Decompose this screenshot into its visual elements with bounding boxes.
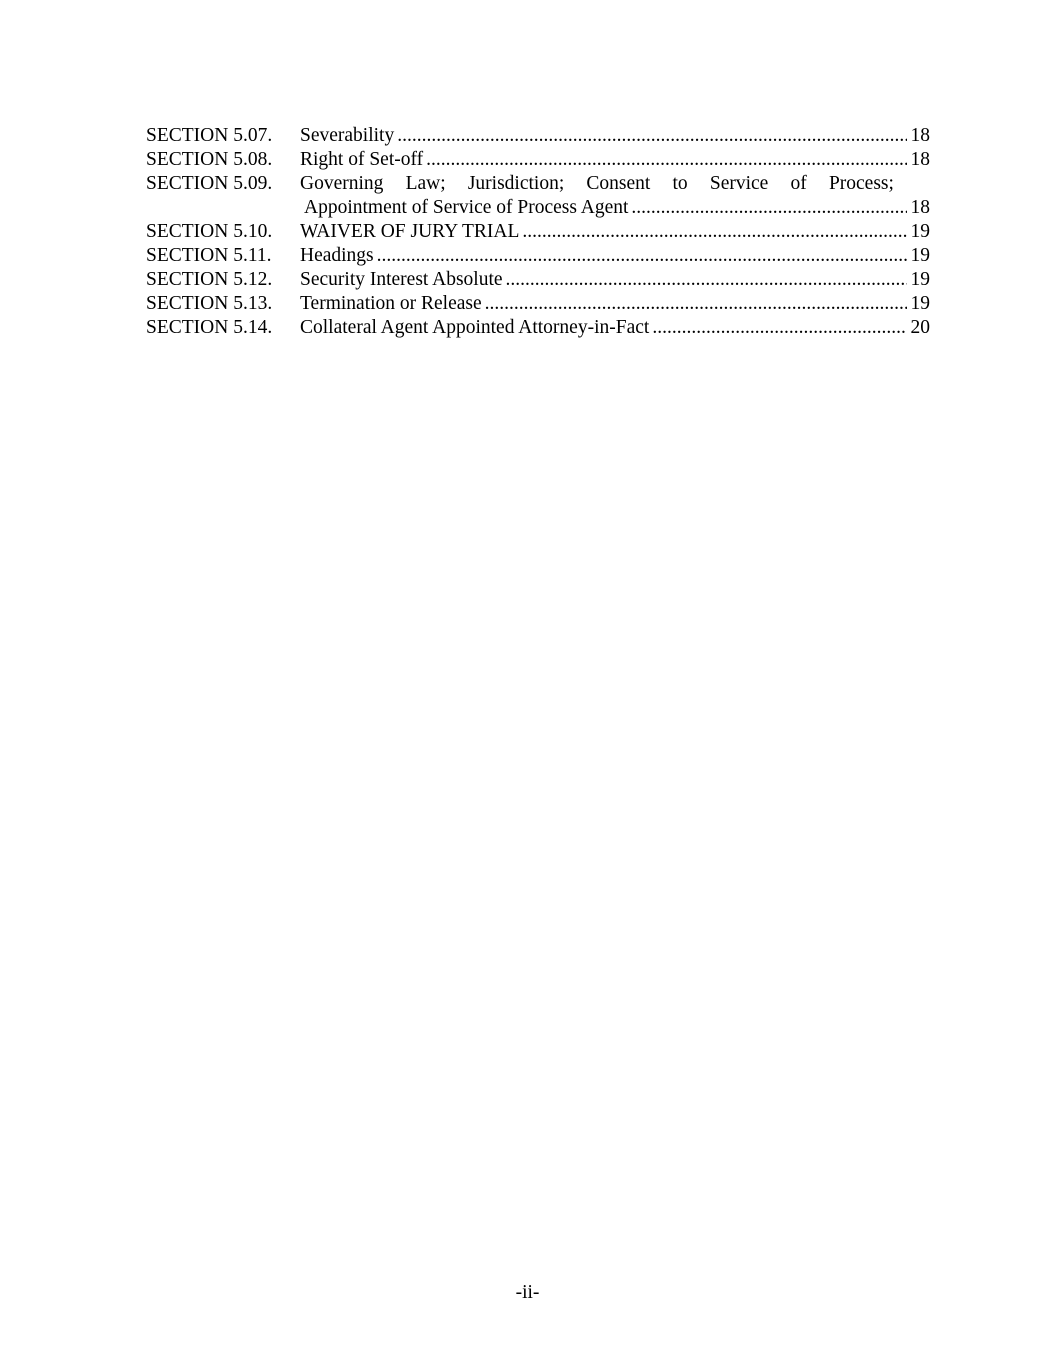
dot-leader (426, 148, 906, 172)
section-number: SECTION 5.08. (146, 149, 273, 170)
section-number: SECTION 5.13. (146, 293, 273, 314)
title-word: to (672, 173, 688, 194)
section-number: SECTION 5.07. (146, 125, 273, 146)
toc-title-row (300, 244, 930, 268)
section-number: SECTION 5.09. (146, 173, 273, 194)
title-word: Governing (300, 173, 384, 194)
dot-leader (377, 244, 907, 268)
section-title: Severability (300, 125, 395, 146)
toc-entry-5-13[interactable] (146, 292, 930, 316)
page-footer-number: -ii- (515, 1282, 540, 1303)
toc-entry-5-11[interactable] (146, 244, 930, 268)
title-word: Service (709, 173, 769, 194)
page-number: 18 (910, 125, 930, 146)
toc-title-row (300, 268, 930, 292)
title-word: Law; (405, 173, 446, 194)
toc-entry-5-09[interactable] (146, 172, 930, 220)
toc-entry-5-07[interactable] (146, 124, 930, 148)
page-number: 20 (910, 317, 930, 338)
dot-leader (631, 196, 906, 220)
section-title-line-2: Appointment of Service of Process Agent (304, 197, 629, 218)
section-title: Termination or Release (300, 293, 482, 314)
page-number: 19 (910, 293, 930, 314)
section-title: Right of Set-off (300, 149, 424, 170)
section-number: SECTION 5.11. (146, 245, 272, 266)
page-number: 18 (910, 197, 930, 218)
page-number: 19 (910, 245, 930, 266)
dot-leader (652, 316, 906, 340)
section-title: WAIVER OF JURY TRIAL (300, 221, 520, 242)
toc-entry-5-12[interactable] (146, 268, 930, 292)
toc-entry-5-10[interactable] (146, 220, 930, 244)
title-word: Consent (586, 173, 651, 194)
toc-title-row (300, 124, 930, 148)
section-title-line-1 (300, 172, 894, 196)
page-number: 19 (910, 221, 930, 242)
section-number: SECTION 5.14. (146, 317, 273, 338)
toc-title-row (300, 220, 930, 244)
dot-leader (522, 220, 906, 244)
page-number: 18 (910, 149, 930, 170)
title-word: Process; (828, 173, 894, 194)
toc-title-row (304, 196, 930, 220)
section-title: Collateral Agent Appointed Attorney-in-Fact (300, 317, 650, 338)
dot-leader (397, 124, 906, 148)
section-number: SECTION 5.12. (146, 269, 273, 290)
title-word: Jurisdiction; (467, 173, 565, 194)
toc-title-row (300, 292, 930, 316)
table-of-contents (146, 124, 930, 340)
title-word: of (790, 173, 807, 194)
page-number: 19 (910, 269, 930, 290)
dot-leader (485, 292, 907, 316)
section-number: SECTION 5.10. (146, 221, 273, 242)
dot-leader (506, 268, 907, 292)
section-title: Security Interest Absolute (300, 269, 503, 290)
toc-title-row (300, 316, 930, 340)
toc-entry-5-14[interactable] (146, 316, 930, 340)
toc-entry-5-08[interactable] (146, 148, 930, 172)
section-title: Headings (300, 245, 374, 266)
toc-title-row (300, 148, 930, 172)
